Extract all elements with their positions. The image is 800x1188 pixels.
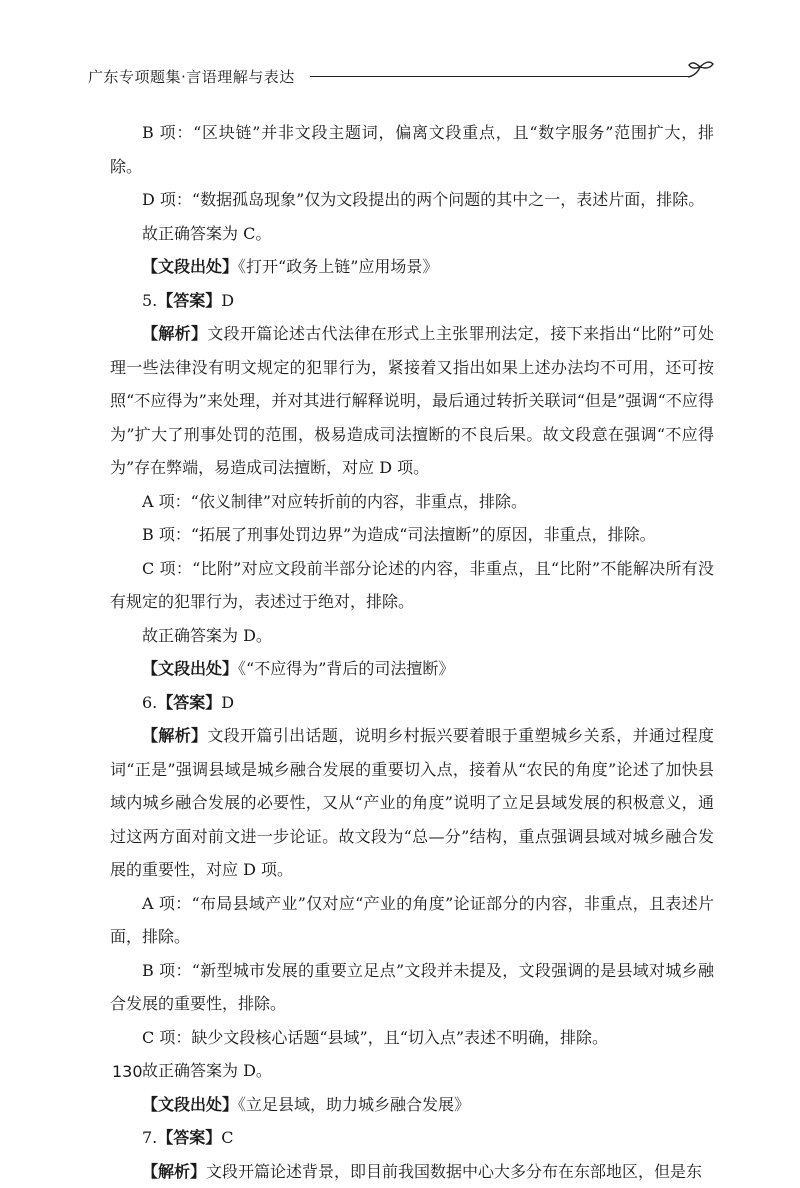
answer-analysis-body xyxy=(110,116,714,1188)
q4-option-b-analysis: B 项：“区块链”并非文段主题词，偏离文段重点，且“数字服务”范围扩大，排除。 xyxy=(110,116,714,183)
source-title: 《立足县域，助力城乡融合发展》 xyxy=(238,1095,470,1114)
running-header xyxy=(88,58,728,88)
q6-source xyxy=(110,1088,714,1122)
q5-conclusion: 故正确答案为 D。 xyxy=(110,619,714,653)
source-label: 【文段出处】 xyxy=(142,659,238,678)
q5-analysis xyxy=(110,317,714,485)
answer-label: 【答案】 xyxy=(157,1128,221,1147)
source-title: 《打开“政务上链”应用场景》 xyxy=(238,257,438,276)
q6-option-b-analysis: B 项：“新型城市发展的重要立足点”文段并未提及，文段强调的是县域对城乡融合发展的重要性，排除。 xyxy=(110,954,714,1021)
question-number: 7. xyxy=(142,1128,157,1147)
q6-option-c-analysis: C 项：缺少文段核心话题“县域”，且“切入点”表述不明确，排除。 xyxy=(110,1021,714,1055)
q5-source xyxy=(110,652,714,686)
question-number: 6. xyxy=(142,693,157,712)
analysis-text: 文段开篇论述背景，即目前我国数据中心大多分布在东部地区，但是东 xyxy=(206,1162,702,1181)
page-number: 130 xyxy=(112,1062,143,1081)
q6-conclusion: 故正确答案为 D。 xyxy=(110,1054,714,1088)
q6-analysis xyxy=(110,719,714,887)
analysis-text: 文段开篇引出话题，说明乡村振兴要着眼于重塑城乡关系，并通过程度词“正是”强调县域是城乡融合发展的重要切入点，接着从“农民的角度”论述了加快县域内城乡融合发展的必要性，又从“产业的角度”说明了立足县域发展的积极意义，通过这两方面对前文进一步论证。故文段为“总—分”结构，重点强调县域对城乡融合发展的重要性，对应 D 项。 xyxy=(110,726,714,879)
q7-answer xyxy=(110,1121,714,1155)
answer-label: 【答案】 xyxy=(157,693,221,712)
answer-label: 【答案】 xyxy=(157,291,221,310)
q4-option-d-analysis: D 项：“数据孤岛现象”仅为文段提出的两个问题的其中之一，表述片面，排除。 xyxy=(110,183,714,217)
header-title: 广东专项题集·言语理解与表达 xyxy=(88,66,295,87)
q4-source xyxy=(110,250,714,284)
q7-analysis xyxy=(110,1155,714,1188)
answer-value: D xyxy=(221,291,234,310)
q5-option-c-analysis: C 项：“比附”对应文段前半部分论述的内容，非重点，且“比附”不能解决所有没有规定的犯罪行为，表述过于绝对，排除。 xyxy=(110,552,714,619)
source-label: 【文段出处】 xyxy=(142,1095,238,1114)
analysis-label: 【解析】 xyxy=(142,324,207,343)
analysis-label: 【解析】 xyxy=(142,1162,206,1181)
header-rule xyxy=(310,76,690,77)
answer-value: D xyxy=(221,693,234,712)
q5-option-b-analysis: B 项：“拓展了刑事处罚边界”为造成“司法擅断”的原因，非重点，排除。 xyxy=(110,518,714,552)
q5-option-a-analysis: A 项：“依义制律”对应转折前的内容，非重点，排除。 xyxy=(110,485,714,519)
q5-answer xyxy=(110,284,714,318)
answer-value: C xyxy=(221,1128,233,1147)
question-number: 5. xyxy=(142,291,157,310)
sprout-icon xyxy=(684,58,718,86)
q6-answer xyxy=(110,686,714,720)
q6-option-a-analysis: A 项：“布局县域产业”仅对应“产业的角度”论证部分的内容，非重点，且表述片面，排除。 xyxy=(110,887,714,954)
q4-conclusion: 故正确答案为 C。 xyxy=(110,217,714,251)
source-title: 《“不应得为”背后的司法擅断》 xyxy=(238,659,454,678)
source-label: 【文段出处】 xyxy=(142,257,238,276)
analysis-text: 文段开篇论述古代法律在形式上主张罪刑法定，接下来指出“比附”可处理一些法律没有明文规定的犯罪行为，紧接着又指出如果上述办法均不可用，还可按照“不应得为”来处理，并对其进行解释说明，最后通过转折关联词“但是”强调“不应得为”扩大了刑事处罚的范围，极易造成司法擅断的不良后果。故文段意在强调“不应得为”存在弊端，易造成司法擅断，对应 D 项。 xyxy=(110,324,714,477)
analysis-label: 【解析】 xyxy=(142,726,207,745)
